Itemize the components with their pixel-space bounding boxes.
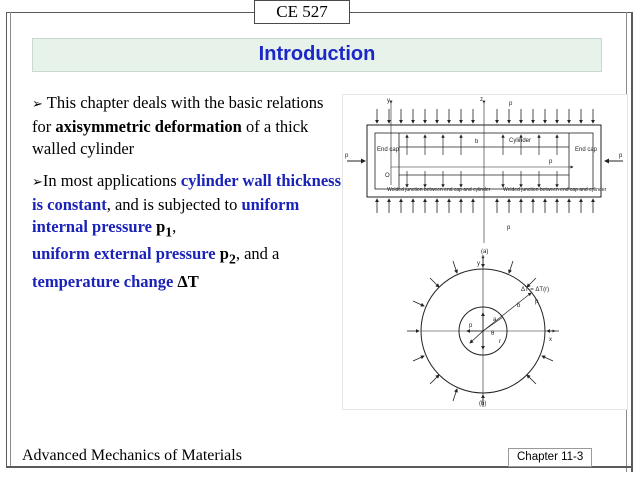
svg-text:End cap: End cap — [377, 147, 400, 153]
term-axisymmetric: axisymmetric deformation — [55, 117, 242, 136]
course-code-box — [254, 0, 350, 24]
pressure-arrows-top — [377, 109, 593, 123]
figure-b-labels — [469, 261, 552, 407]
svg-text:p: p — [509, 101, 513, 107]
paragraph-2: ➢In most applications cylinder wall thickness is constant, and is subjected to uniform internal pressure $p_1$, uniform external pressure $p_2$, and a temperature change ΔT — [32, 171, 341, 291]
term-external-pressure: uniform external pressure — [32, 244, 216, 264]
arrow-bullet-icon: ➢ — [32, 97, 43, 112]
svg-text:Cylinder: Cylinder — [509, 138, 532, 144]
slide-frame-left — [6, 12, 7, 466]
pressure-arrows-bottom — [377, 199, 593, 213]
slide-frame-left-inner — [10, 12, 11, 466]
slide-frame-right — [631, 12, 633, 472]
term-wall-thickness: cylinder wall thickness is constant — [32, 171, 341, 214]
slide-title: Introduction — [258, 43, 376, 65]
svg-text:p: p — [345, 153, 349, 159]
svg-text:y: y — [477, 261, 480, 267]
svg-text:Welded junction between end ca: Welded junction between end cap and cylinder — [387, 187, 491, 193]
svg-text:z: z — [480, 97, 483, 103]
svg-text:End cap: End cap — [575, 147, 598, 153]
term-internal-pressure: uniform internal pressure — [32, 195, 300, 236]
svg-text:ΔT = ΔT(r): ΔT = ΔT(r) — [521, 287, 550, 293]
footer-chapter: Chapter 11-3 — [508, 448, 592, 467]
symbol-p1: $p_1$ — [156, 217, 173, 240]
symbol-delta-t: ΔT — [177, 271, 199, 291]
thick-wall-cylinder-diagram — [343, 95, 627, 409]
svg-text:(b): (b) — [479, 401, 487, 407]
svg-text:O: O — [385, 173, 390, 179]
svg-text:b: b — [475, 139, 479, 145]
arrow-bullet-icon: ➢ — [32, 175, 43, 190]
svg-text:p: p — [507, 225, 511, 231]
svg-text:x: x — [549, 337, 552, 343]
svg-text:Welded junction between end ca: Welded junction between end cap and cylinder — [503, 187, 607, 193]
cylinder-figure — [342, 94, 628, 410]
svg-text:(a): (a) — [481, 249, 489, 255]
svg-text:b: b — [517, 303, 521, 309]
svg-text:a: a — [493, 317, 497, 323]
svg-text:r: r — [499, 339, 501, 345]
footer-course-name: Advanced Mechanics of Materials — [22, 447, 242, 464]
svg-text:θ: θ — [491, 331, 495, 337]
figure-b — [421, 259, 555, 401]
symbol-p2: $p_2$ — [219, 244, 236, 267]
course-code: CE 527 — [276, 2, 328, 21]
term-temperature-change: temperature change — [32, 271, 174, 291]
pressure-arrows-inner — [407, 135, 557, 187]
svg-text:p: p — [619, 153, 623, 159]
paragraph-1: ➢ This chapter deals with the basic relations for axisymmetric deformation of a thick walled cylinder — [32, 93, 324, 158]
svg-text:p: p — [549, 159, 553, 165]
title-bar — [32, 38, 602, 72]
svg-text:p: p — [535, 299, 539, 305]
body-text — [32, 92, 344, 303]
svg-text:y: y — [387, 98, 390, 104]
svg-text:p: p — [469, 323, 473, 329]
